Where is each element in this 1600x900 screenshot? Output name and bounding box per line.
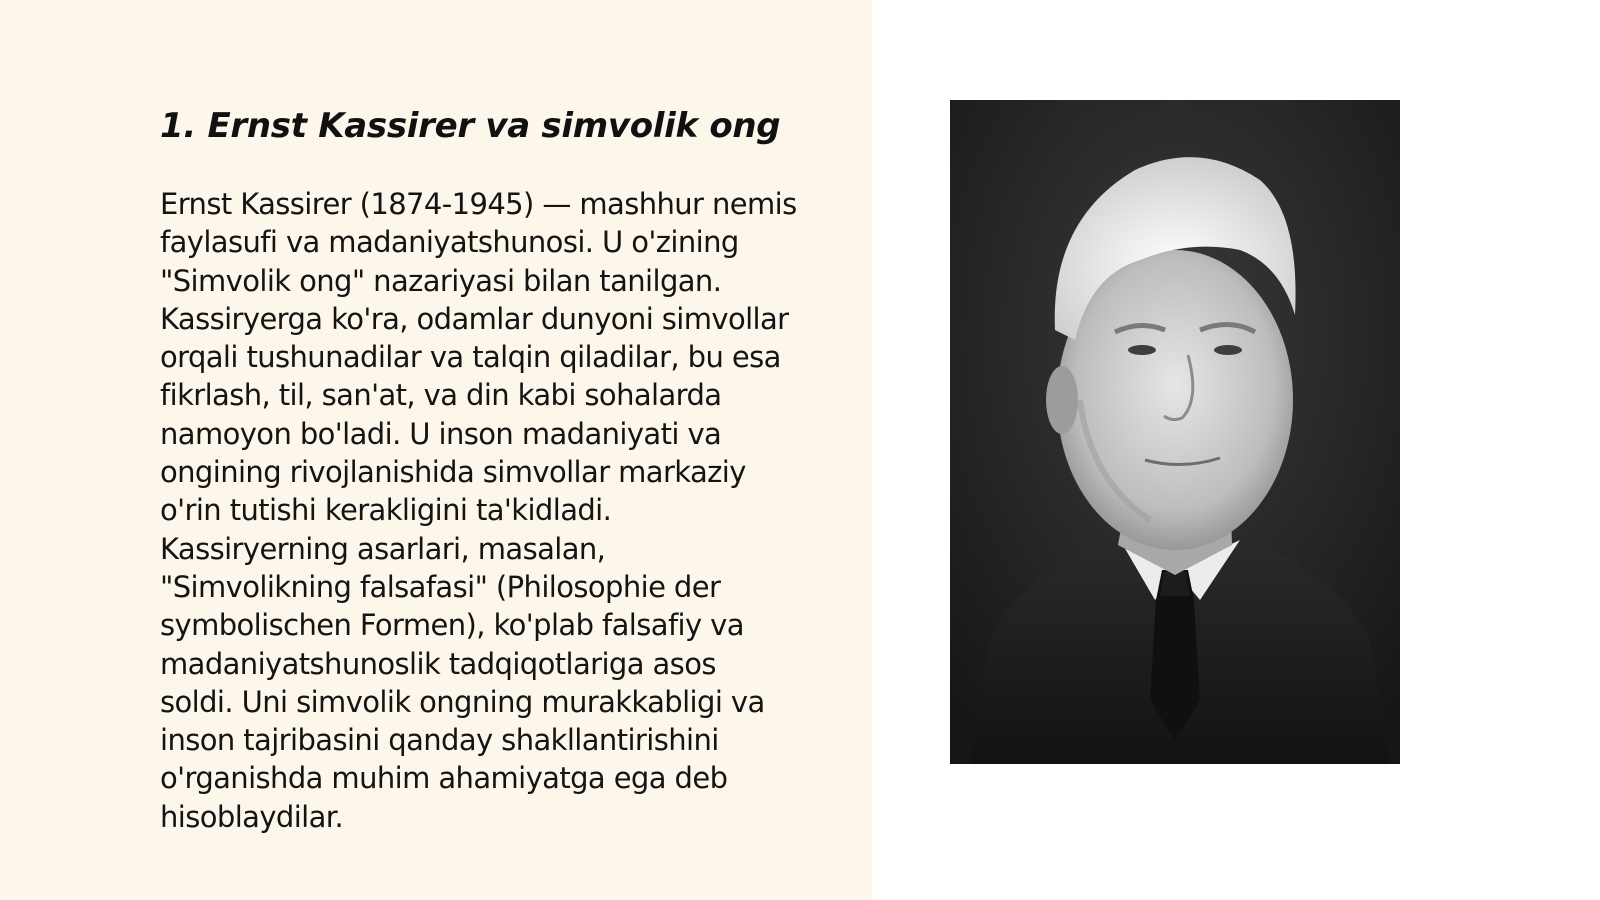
portrait-photo (950, 100, 1400, 764)
slide-body-text: Ernst Kassirer (1874-1945) — mashhur nemis faylasufi va madaniyatshunosi. U o'zining "Simvolik ong" nazariyasi bilan tanilgan. Kassiryerga ko'ra, odamlar dunyoni simvollar orqali tushunadilar va talqin qiladilar, bu esa fikrlash, til, san'at, va din kabi sohalarda namoyon bo'ladi. U inson madaniyati va ongining rivojlanishida simvollar markaziy o'rin tutishi kerakligini ta'kidladi. Kassiryerning asarlari, masalan, "Simvolikning falsafasi" (Philosophie der symbolischen Formen), ko'plab falsafiy va madaniyatshunoslik tadqiqotlariga asos soldi. Uni simvolik ongning murakkabligi va inson tajribasini qanday shakllantirishini o'rganishda muhim ahamiyatga ega deb hisoblaydilar. (160, 187, 797, 834)
portrait-photo-icon (950, 100, 1400, 764)
slide-title: 1. Ernst Kassirer va simvolik ong (160, 106, 781, 146)
